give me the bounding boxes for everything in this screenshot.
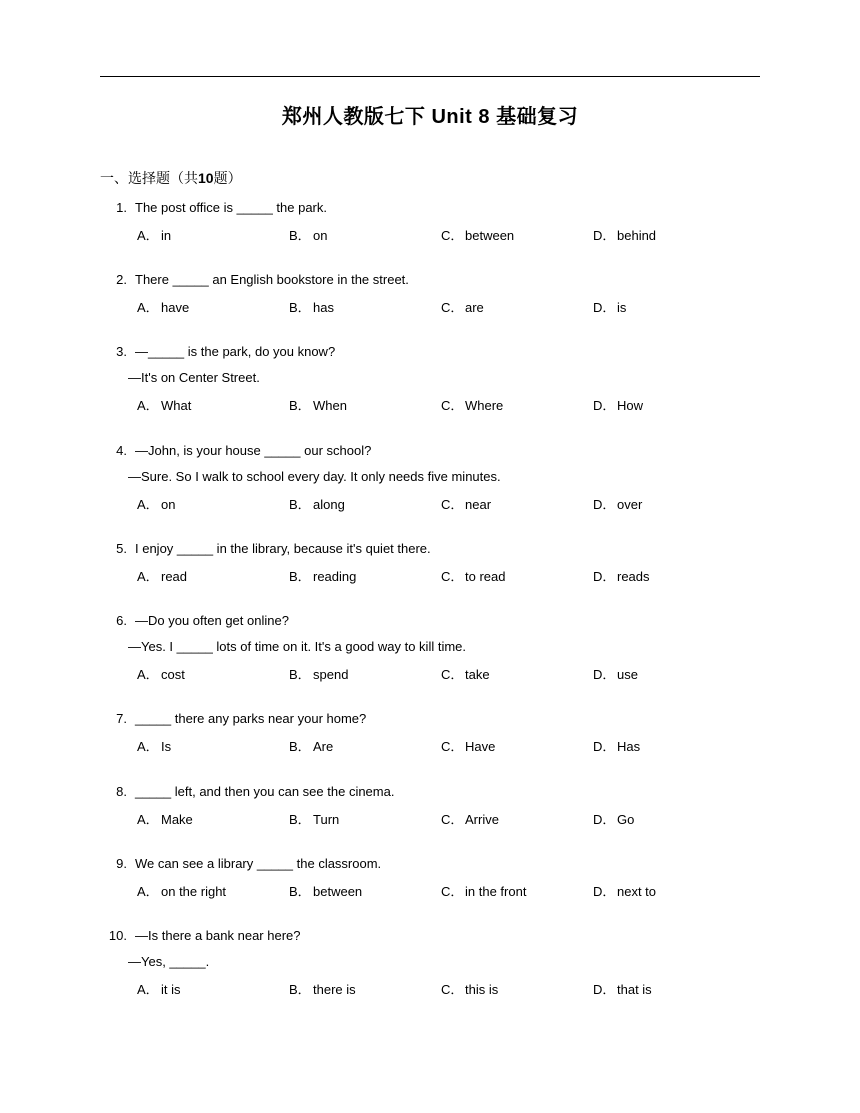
option-text: What bbox=[161, 398, 192, 413]
answer-option[interactable] bbox=[441, 225, 514, 244]
answer-option[interactable] bbox=[593, 881, 656, 900]
question-number: 6. bbox=[116, 613, 127, 628]
section-prefix: 一、选择题（共 bbox=[100, 170, 198, 186]
answer-option[interactable] bbox=[441, 881, 526, 900]
answer-option[interactable] bbox=[593, 225, 656, 244]
option-text: Turn bbox=[313, 812, 340, 827]
answer-option[interactable] bbox=[289, 494, 345, 513]
option-letter: C． bbox=[441, 667, 464, 682]
option-text: it is bbox=[161, 982, 181, 997]
option-letter: D． bbox=[593, 300, 616, 315]
option-text: reads bbox=[617, 569, 650, 584]
option-text: in the front bbox=[465, 884, 527, 899]
option-text: use bbox=[617, 667, 638, 682]
answer-option[interactable] bbox=[289, 395, 347, 414]
answer-option[interactable] bbox=[137, 225, 171, 244]
answer-option[interactable] bbox=[593, 395, 643, 414]
option-letter: D． bbox=[593, 739, 616, 754]
answer-option[interactable] bbox=[137, 881, 226, 900]
answer-option[interactable] bbox=[441, 664, 490, 683]
question-stem: I enjoy _____ in the library, because it's quiet there. bbox=[135, 541, 431, 556]
answer-option[interactable] bbox=[137, 297, 189, 316]
option-text: in bbox=[161, 228, 172, 243]
answer-option[interactable] bbox=[289, 809, 339, 828]
option-text: to read bbox=[465, 569, 506, 584]
question-number: 10. bbox=[108, 928, 127, 943]
option-letter: C． bbox=[441, 569, 464, 584]
option-text: Arrive bbox=[465, 812, 499, 827]
answer-option[interactable] bbox=[593, 809, 634, 828]
option-letter: D． bbox=[593, 497, 616, 512]
question-stem: We can see a library _____ the classroom. bbox=[135, 856, 382, 871]
option-letter: D． bbox=[593, 228, 616, 243]
answer-option[interactable] bbox=[137, 979, 181, 998]
option-letter: A． bbox=[137, 982, 159, 997]
option-text: have bbox=[161, 300, 190, 315]
question-stem: _____ there any parks near your home? bbox=[135, 711, 367, 726]
option-letter: B． bbox=[289, 812, 311, 827]
answer-option[interactable] bbox=[289, 979, 356, 998]
option-letter: A． bbox=[137, 739, 159, 754]
page-title: 郑州人教版七下 Unit 8 基础复习 bbox=[281, 106, 579, 128]
option-text: Are bbox=[313, 739, 334, 754]
option-text: behind bbox=[617, 228, 657, 243]
option-text: on bbox=[161, 497, 176, 512]
section-heading bbox=[100, 168, 242, 188]
option-letter: D． bbox=[593, 667, 616, 682]
option-letter: A． bbox=[137, 884, 159, 899]
question-stem: —John, is your house _____ our school? bbox=[135, 443, 372, 458]
question-reply: —It's on Center Street. bbox=[128, 370, 260, 385]
option-letter: C． bbox=[441, 812, 464, 827]
option-text: over bbox=[617, 497, 643, 512]
option-text: take bbox=[465, 667, 490, 682]
option-text: on the right bbox=[161, 884, 227, 899]
option-letter: C． bbox=[441, 884, 464, 899]
answer-option[interactable] bbox=[593, 494, 642, 513]
section-count: 10 bbox=[198, 170, 214, 186]
question-stem: The post office is _____ the park. bbox=[135, 200, 327, 215]
question-number: 9. bbox=[116, 856, 127, 871]
answer-option[interactable] bbox=[441, 979, 498, 998]
answer-option[interactable] bbox=[289, 736, 333, 755]
option-letter: C． bbox=[441, 228, 464, 243]
answer-option[interactable] bbox=[289, 566, 356, 585]
option-letter: D． bbox=[593, 398, 616, 413]
option-letter: C． bbox=[441, 739, 464, 754]
question-stem: —_____ is the park, do you know? bbox=[135, 344, 336, 359]
answer-option[interactable] bbox=[593, 566, 650, 585]
option-letter: A． bbox=[137, 228, 159, 243]
answer-option[interactable] bbox=[289, 664, 348, 683]
option-text: spend bbox=[313, 667, 349, 682]
answer-option[interactable] bbox=[593, 979, 652, 998]
option-text: between bbox=[465, 228, 515, 243]
question-number: 3. bbox=[116, 344, 127, 359]
option-letter: B． bbox=[289, 667, 311, 682]
option-text: Make bbox=[161, 812, 193, 827]
option-text: When bbox=[313, 398, 347, 413]
answer-option[interactable] bbox=[289, 881, 362, 900]
option-letter: D． bbox=[593, 569, 616, 584]
option-letter: C． bbox=[441, 497, 464, 512]
option-letter: A． bbox=[137, 812, 159, 827]
answer-option[interactable] bbox=[289, 297, 334, 316]
option-letter: B． bbox=[289, 300, 311, 315]
option-text: that is bbox=[617, 982, 652, 997]
answer-option[interactable] bbox=[441, 395, 503, 414]
option-text: next to bbox=[617, 884, 657, 899]
option-letter: C． bbox=[441, 398, 464, 413]
option-text: Go bbox=[617, 812, 635, 827]
option-text: along bbox=[313, 497, 345, 512]
answer-option[interactable] bbox=[137, 809, 193, 828]
answer-option[interactable] bbox=[441, 297, 484, 316]
option-text: between bbox=[313, 884, 363, 899]
question-reply: —Yes. I _____ lots of time on it. It's a good way to kill time. bbox=[128, 639, 466, 654]
option-letter: A． bbox=[137, 569, 159, 584]
question-number: 4. bbox=[116, 443, 127, 458]
question-number: 7. bbox=[116, 711, 127, 726]
option-text: on bbox=[313, 228, 328, 243]
answer-option[interactable] bbox=[441, 494, 491, 513]
option-text: How bbox=[617, 398, 644, 413]
option-letter: D． bbox=[593, 982, 616, 997]
question-number: 1. bbox=[116, 200, 127, 215]
option-letter: D． bbox=[593, 812, 616, 827]
option-text: reading bbox=[313, 569, 357, 584]
option-letter: B． bbox=[289, 739, 311, 754]
option-text: Has bbox=[617, 739, 641, 754]
option-letter: C． bbox=[441, 982, 464, 997]
answer-option[interactable] bbox=[289, 225, 327, 244]
question-number: 5. bbox=[116, 541, 127, 556]
question-reply: —Sure. So I walk to school every day. It only needs five minutes. bbox=[128, 469, 501, 484]
option-letter: B． bbox=[289, 497, 311, 512]
answer-option[interactable] bbox=[441, 736, 495, 755]
option-text: there is bbox=[313, 982, 356, 997]
question-number: 8. bbox=[116, 784, 127, 799]
option-text: is bbox=[617, 300, 627, 315]
option-text: this is bbox=[465, 982, 499, 997]
option-text: Is bbox=[161, 739, 172, 754]
question-stem: —Is there a bank near here? bbox=[135, 928, 301, 943]
section-suffix: 题） bbox=[213, 170, 242, 186]
option-letter: D． bbox=[593, 884, 616, 899]
answer-option[interactable] bbox=[441, 809, 499, 828]
question-reply: —Yes, _____. bbox=[128, 954, 210, 969]
option-letter: B． bbox=[289, 982, 311, 997]
answer-option[interactable] bbox=[593, 297, 626, 316]
header-rule bbox=[100, 76, 760, 77]
option-letter: C． bbox=[441, 300, 464, 315]
answer-option[interactable] bbox=[137, 395, 191, 414]
option-letter: B． bbox=[289, 398, 311, 413]
answer-option[interactable] bbox=[441, 566, 505, 585]
option-letter: B． bbox=[289, 884, 311, 899]
option-letter: A． bbox=[137, 667, 159, 682]
option-letter: A． bbox=[137, 398, 159, 413]
option-letter: B． bbox=[289, 228, 311, 243]
option-letter: A． bbox=[137, 300, 159, 315]
answer-option[interactable] bbox=[593, 664, 638, 683]
question-stem: _____ left, and then you can see the cinema. bbox=[135, 784, 395, 799]
question-number: 2. bbox=[116, 272, 127, 287]
option-text: has bbox=[313, 300, 334, 315]
answer-option[interactable] bbox=[137, 664, 185, 683]
question-stem: There _____ an English bookstore in the street. bbox=[135, 272, 409, 287]
option-letter: B． bbox=[289, 569, 311, 584]
question-stem: —Do you often get online? bbox=[135, 613, 289, 628]
answer-option[interactable] bbox=[137, 736, 171, 755]
option-text: are bbox=[465, 300, 484, 315]
option-text: read bbox=[161, 569, 188, 584]
option-text: Have bbox=[465, 739, 496, 754]
option-text: cost bbox=[161, 667, 185, 682]
answer-option[interactable] bbox=[593, 736, 640, 755]
option-text: near bbox=[465, 497, 492, 512]
answer-option[interactable] bbox=[137, 494, 175, 513]
option-letter: A． bbox=[137, 497, 159, 512]
option-text: Where bbox=[465, 398, 504, 413]
answer-option[interactable] bbox=[137, 566, 187, 585]
